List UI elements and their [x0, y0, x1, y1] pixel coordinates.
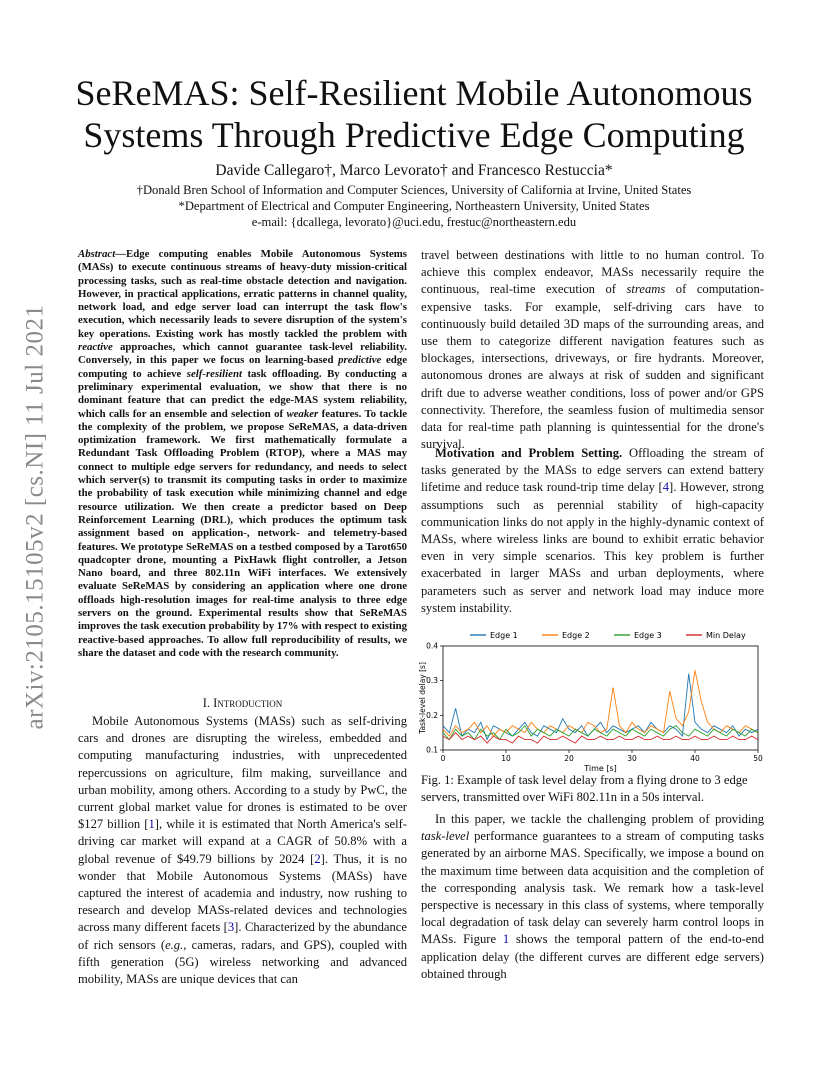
abstract	[78, 248, 407, 660]
series-line-edge-2	[443, 670, 758, 736]
paragraph-emph: streams	[626, 282, 666, 297]
x-tick-label: 40	[690, 754, 700, 763]
legend-label: Edge 2	[562, 631, 590, 640]
legend-label: Edge 1	[490, 631, 518, 640]
title-line-2: Systems Through Predictive Edge Computing	[83, 115, 745, 155]
section-number: I.	[202, 696, 214, 710]
paragraph-text: ], while it is estimated that North America's self-driving car market will expand at a CAGR of 50.8% with a global revenue of $49.79 billions by 2024 [	[78, 817, 407, 866]
section-heading-introduction	[78, 696, 407, 711]
paragraph-emph: e.g.	[165, 937, 184, 952]
abstract-emph: predictive	[338, 354, 382, 367]
paragraph-text: ]. However, strong assumptions such as perennial stability of high-capacity communication links do not apply in the highly-dynamic context of MASs, where wireless links are bound to exhibit erratic behavior even in very simple scenarios. This key problem is further exacerbated in larger MASs and urban deployments, where parameters such as server and network load may induce more system instability.	[421, 480, 764, 615]
abstract-text: —Edge computing enables Mobile Autonomous Systems (MASs) to execute continuous streams of heavy-duty mission-critical processing tasks, such as real-time obstacle detection and navigation. However, in practical applications, erratic patterns in channel quality, network load, and edge server load can interrupt the task flow's execution, which necessarily leads to severe disruption of the system's key operations. Existing work has mostly tackled the problem with	[78, 248, 407, 340]
paragraph-text: ]. Thus, it is no wonder that Mobile Autonomous Systems (MASs) have captured the interest of academia and industry, now rushing to research and develop MASs-related devices and technologies across many different facets [	[78, 851, 407, 935]
paragraph-text: ]. Characterized by the abundance of rich sensors (	[78, 920, 407, 952]
x-tick-label: 20	[564, 754, 574, 763]
abstract-text: edge computing to achieve	[78, 354, 408, 380]
x-tick-label: 50	[753, 754, 763, 763]
title-line-1: SeReMAS: Self-Resilient Mobile Autonomous	[75, 73, 753, 113]
problem-paragraph	[421, 811, 764, 983]
series-line-edge-1	[443, 674, 758, 740]
series-layer	[443, 670, 758, 743]
x-tick-label: 0	[440, 754, 446, 763]
motivation-paragraph	[421, 445, 764, 617]
ticks-layer	[426, 642, 763, 764]
delay-chart	[415, 622, 765, 774]
legend-label: Min Delay	[706, 631, 746, 640]
arxiv-sidebar	[18, 262, 52, 772]
section-name: Introduction	[213, 696, 283, 710]
chart-legend	[470, 631, 746, 640]
paragraph-text: of computation-expensive tasks. For example, self-driving cars have to continuously build detailed 3D maps of the surrounding areas, and use them to categorize different navigation features such as blockages, intersections, driveways, or fire hydrants. Moreover, autonomous drones are always at risk of sudden and significant drift due to adverse weather conditions, loss of power and/or GPS connectivity. Therefore, the seamless fusion of multimedia sensor data for real-time path planning is quintessential for the drone's survival.	[421, 282, 764, 452]
y-tick-label: 0.4	[426, 641, 438, 651]
figure-reference-link[interactable]: 1	[502, 932, 510, 947]
authors: Davide Callegaro†, Marco Levorato† and Francesco Restuccia*	[215, 162, 613, 179]
figure-1	[415, 622, 765, 774]
y-axis-label: Task-level delay [s]	[418, 662, 427, 734]
paragraph-text: shows the temporal pattern of the end-to-end application delay (the different curves are different edge servers) obtained through	[421, 932, 764, 981]
intro-continuation	[421, 247, 764, 453]
citation-link[interactable]: 1	[148, 817, 155, 832]
affiliation-northeastern: *Department of Electrical and Computer Engineering, Northeastern University, United States	[178, 199, 650, 213]
abstract-label: Abstract	[78, 248, 116, 260]
citation-link[interactable]: 4	[662, 480, 670, 495]
intro-paragraph	[78, 713, 407, 988]
abstract-emph: self-resilient	[186, 367, 242, 380]
abstract-text: features. To tackle the complexity of the problem, we propose SeReMAS, a data-driven optimization framework. We first mathematically formulate a Redundant Task Offloading Problem (RTOP), where a MAS may connect to multiple edge servers for redundancy, and needs to select which server(s) to transmit its computing tasks in order to maximize the probability of task execution while minimizing channel and edge resource utilization. We then create a predictor based on Deep Reinforcement Learning (DRL), which produces the optimum task assignment based on application-, network- and telemetry-based features. We prototype SeReMAS on a testbed composed by a Tarot650 quadcopter drone, mounting a PixHawk flight controller, a Jetson Nano board, and three 802.11n WiFi interfaces. We extensively evaluate SeReMAS by considering an application where one drone offloads high-resolution images for real-time analysis to three edge servers on the ground. Experimental results show that SeReMAS improves the task execution probability by 17% with respect to existing reactive-based approaches. To allow full reproducibility of results, we share the dataset and code with the research community.	[78, 407, 407, 659]
paragraph-text: In this paper, we tackle the challenging problem of providing	[435, 812, 764, 826]
y-tick-label: 0.3	[426, 676, 438, 686]
affiliation-uci: †Donald Bren School of Information and Computer Sciences, University of California at Irvine, United States	[136, 183, 692, 197]
x-axis-label: Time [s]	[584, 764, 617, 773]
figure-1-caption: Fig. 1: Example of task level delay from a flying drone to 3 edge servers, transmitted over WiFi 802.11n in a 50s interval.	[421, 773, 748, 805]
abstract-text: approaches, which cannot guarantee task-level reliability. Conversely, in this paper we focus on learning-based	[78, 341, 407, 367]
abstract-emph: weaker	[286, 407, 319, 420]
x-tick-label: 30	[627, 754, 637, 763]
citation-link[interactable]: 2	[314, 851, 321, 866]
abstract-text: task offloading. By conducting a preliminary experimental evaluation, we show that there is no dominant feature that can predict the edge-MAS system reliability, which calls for an ensemble and selection of	[78, 367, 407, 420]
paragraph-text: performance guarantees to a stream of computing tasks generated by an airborne MAS. Specifically, we impose a bound on the maximum time between data acquisition and the completion of the corresponding analysis task. We remark how a task-level perspective is necessary in this class of systems, where temporally local degradation of task delay can severely harm control loops in MASs. Figure	[421, 829, 764, 947]
citation-link[interactable]: 3	[227, 920, 235, 935]
abstract-emph: reactive	[78, 341, 113, 354]
paragraph-heading: Motivation and Problem Setting.	[435, 446, 623, 460]
arxiv-identifier: arXiv:2105.15105v2 [cs.NI] 11 Jul 2021	[21, 304, 49, 730]
y-tick-label: 0.2	[426, 710, 438, 720]
legend-label: Edge 3	[634, 631, 662, 640]
author-emails: e-mail: {dcallega, levorato}@uci.edu, frestuc@northeastern.edu	[251, 215, 577, 229]
paper-title	[60, 72, 768, 156]
y-tick-label: 0.1	[426, 745, 438, 755]
paragraph-emph: task-level	[421, 829, 470, 844]
paragraph-text: Offloading the stream of tasks generated by the MASs to edge servers can extend battery lifetime and reduce task round-trip time delay [	[421, 446, 764, 495]
paragraph-text: , cameras, radars, and GPS), coupled with fifth generation (5G) wireless networking and advanced mobility, MASs are unique devices that can	[78, 937, 408, 987]
paragraph-text: Mobile Autonomous Systems (MASs) such as self-driving cars and drones are disrupting the wireless, embedded and computing manufacturing industries, with unprecedented repercussions on agriculture, film making, surveillance and urban mobility, among others. According to a study by PwC, the current global market value for drones is estimated to be over $127 billion [	[78, 714, 407, 832]
paragraph-text: travel between destinations with little to no human control. To achieve this complex endeavor, MASs necessarily require the continuous, real-time execution of	[421, 248, 764, 297]
x-tick-label: 10	[501, 754, 511, 763]
